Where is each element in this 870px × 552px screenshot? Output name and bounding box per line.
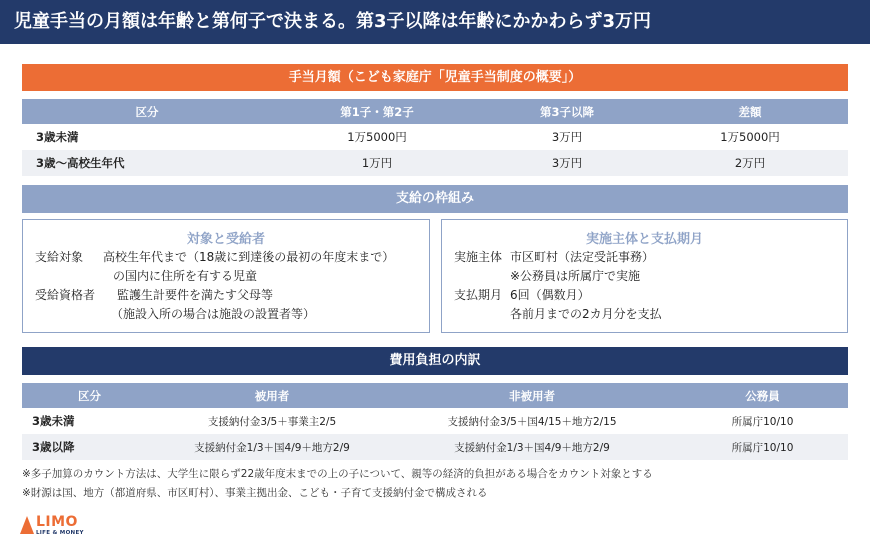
row-label: 3歳未満 (22, 124, 272, 150)
table-row (22, 124, 848, 150)
column-header-third-child: 第3子以降 (482, 99, 652, 124)
row-label: 3歳未満 (22, 408, 157, 434)
framework-header: 支給の枠組み (22, 185, 848, 213)
logo-tagline: LIFE & MONEY (36, 530, 84, 536)
cost-burden-header: 費用負担の内訳 (22, 347, 848, 375)
row-label: 3歳以降 (22, 434, 157, 460)
monthly-allowance-header: 手当月額（こども家庭庁「児童手当制度の概要」） (22, 64, 848, 91)
item-label: 実施主体 (454, 250, 503, 264)
table-cell: 支援納付金3/5＋国4/15＋地方2/15 (387, 408, 677, 434)
page-title: 児童手当の月額は年齢と第何子で決まる。第3子以降は年齢にかかわらず3万円 (0, 0, 870, 44)
table-cell: 1万5000円 (272, 124, 482, 150)
payments-box (441, 219, 848, 333)
logo-name: LIMO (36, 514, 78, 530)
table-cell: 支援納付金3/5＋事業主2/5 (157, 408, 387, 434)
column-header-non-employee: 非被用者 (387, 383, 677, 408)
recipients-box-title: 対象と受給者 (186, 232, 265, 247)
list-item (442, 267, 847, 286)
column-header-category: 区分 (22, 383, 157, 408)
footnote: ※多子加算のカウント方法は、大学生に限らず22歳年度末までの上の子について、親等の経済的負担がある場合をカウント対象とする (22, 468, 653, 480)
row-label: 3歳～高校生年代 (22, 150, 272, 176)
table-row (22, 150, 848, 176)
table-header-row (22, 99, 848, 124)
monthly-allowance-table (22, 99, 848, 176)
list-item (442, 286, 847, 305)
column-header-public-servant: 公務員 (677, 383, 848, 408)
table-row (22, 434, 848, 460)
payments-box-title: 実施主体と支払期月 (585, 232, 703, 247)
item-text: 市区町村（法定受託事務） (510, 250, 655, 264)
item-text: ※公務員は所属庁で実施 (510, 269, 641, 283)
table-cell: 3万円 (482, 124, 652, 150)
list-item (23, 248, 429, 267)
table-cell: 所属庁10/10 (677, 434, 848, 460)
table-cell: 所属庁10/10 (677, 408, 848, 434)
table-cell: 支援納付金1/3＋国4/9＋地方2/9 (387, 434, 677, 460)
list-item (23, 305, 429, 324)
item-text: 監護生計要件を満たす父母等 (117, 288, 274, 302)
list-item (23, 286, 429, 305)
table-row (22, 408, 848, 434)
table-cell: 支援納付金1/3＋国4/9＋地方2/9 (157, 434, 387, 460)
logo-flame-icon (20, 516, 34, 534)
item-label: 受給資格者 (35, 288, 96, 302)
column-header-difference: 差額 (652, 99, 848, 124)
list-item (442, 305, 847, 324)
column-header-employee: 被用者 (157, 383, 387, 408)
item-label: 支給対象 (35, 250, 84, 264)
recipients-box (22, 219, 430, 333)
item-label: 支払期月 (454, 288, 503, 302)
cost-burden-table (22, 383, 848, 460)
item-text: 高校生年代まで（18歳に到達後の最初の年度末まで） (103, 250, 395, 264)
list-item (442, 248, 847, 267)
item-text: 各前月までの2カ月分を支払 (510, 307, 662, 321)
table-header-row (22, 383, 848, 408)
item-text: 6回（偶数月） (510, 288, 590, 302)
list-item (23, 267, 429, 286)
column-header-first-second-child: 第1子・第2子 (272, 99, 482, 124)
footnote: ※財源は国、地方（都道府県、市区町村）、事業主拠出金、こども・子育て支援納付金で構成される (22, 487, 488, 499)
table-cell: 1万円 (272, 150, 482, 176)
table-cell: 1万5000円 (652, 124, 848, 150)
limo-logo (20, 514, 110, 540)
item-text: （施設入所の場合は施設の設置者等） (111, 307, 316, 321)
table-cell: 2万円 (652, 150, 848, 176)
column-header-category: 区分 (22, 99, 272, 124)
item-text: の国内に住所を有する児童 (113, 269, 258, 283)
table-cell: 3万円 (482, 150, 652, 176)
